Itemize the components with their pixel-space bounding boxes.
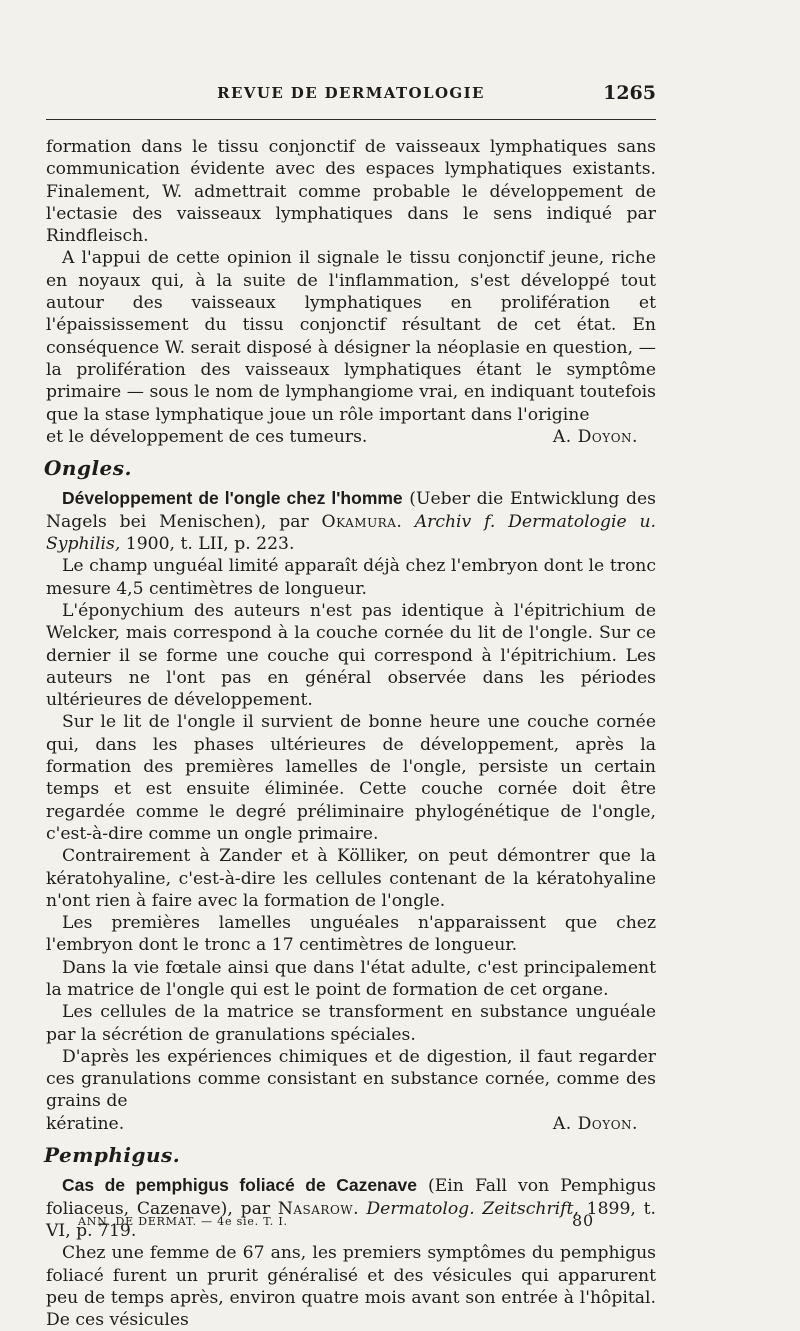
author-signature: A. Doyon. [552,426,638,447]
author-signature: A. Doyon. [552,1113,638,1134]
article-reference: Développement de l'ongle chez l'homme (Ueber die Entwicklung des Nagels bei Menischen), par Okamura. Archiv f. Dermatologie u. Syphilis, 1900, t. LII, p. 223. [46,488,656,555]
header-rule [46,119,656,120]
paragraph: formation dans le tissu conjonctif de vaisseaux lymphatiques sans communication évidente avec des espaces lymphatiques existants. Finalement, W. admettrait comme probable le développement de l'ectasie des vaisseaux lymphatiques dans le sens indiqué par Rindfleisch. [46,137,656,247]
paragraph: Les premières lamelles unguéales n'apparaissent que chez l'embryon dont le tronc a 17 centimètres de longueur. [46,913,656,956]
article-subtitle: (Ein Fall von Pemphigus foliaceus, Cazenave), par [46,1176,656,1219]
signature-line [46,1113,656,1135]
article-title: Développement de l'ongle chez l'homme [62,488,403,509]
paragraph: Sur le lit de l'ongle il survient de bonne heure une couche cornée qui, dans les phases ultérieures de développement, après la formation des premières lamelles de l'ongle, persiste un certain temps et est ensuite éliminée. Cette couche cornée doit être regardée comme le degré préliminaire phylogénétique de l'ongle, c'est-à-dire comme un ongle primaire. [46,712,656,844]
paragraph: Les cellules de la matrice se transforment en substance unguéale par la sécrétion de granulations spéciales. [46,1002,656,1045]
footer-signature-mark: ANN. DE DERMAT. — 4e sie. T. I. [78,1215,288,1228]
paragraph: A l'appui de cette opinion il signale le tissu conjonctif jeune, riche en noyaux qui, à la suite de l'inflammation, s'est développé tout autour des vaisseaux lymphatiques en prolifération et l'épaississement du tissu conjonctif résultant de cet état. En conséquence W. serait disposé à désigner la néoplasie en question, — la prolifération des vaisseaux lymphatiques étant le symptôme primaire — sous le nom de lymphangiome vrai, en indiquant toutefois que la stase lymphatique joue un rôle important dans l'origine [46,248,656,425]
running-header [46,84,656,108]
running-title: REVUE DE DERMATOLOGIE [217,84,485,102]
journal-name: Dermatolog. Zeitschrift, [366,1198,579,1219]
paragraph-end: et le développement de ces tumeurs. [46,426,368,447]
paragraph: Dans la vie fœtale ainsi que dans l'état adulte, c'est principalement la matrice de l'ongle qui est le point de formation de cet organe. [46,957,656,1000]
body-text [46,136,656,1331]
paragraph: D'après les expériences chimiques et de digestion, il faut regarder ces granulations comme consistant en substance cornée, comme des grains de [46,1046,656,1112]
section-heading-ongles: Ongles. [44,456,132,481]
article-subtitle: (Ueber die Entwicklung des Nagels bei Menischen), par [46,489,656,532]
page-number: 1265 [603,82,656,104]
signature-line [46,426,656,448]
journal-details: 1899, t. VI, p. 719. [46,1198,656,1241]
article-author: Okamura [321,511,397,532]
paragraph: Le champ unguéal limité apparaît déjà chez l'embryon dont le tronc mesure 4,5 centimètres de longueur. [46,556,656,599]
article-title: Cas de pemphigus foliacé de Cazenave [62,1175,417,1196]
paragraph-end: kératine. [46,1113,125,1134]
signature-number: 80 [572,1211,594,1230]
reference-separator: . [353,1198,367,1219]
page-footer [78,1213,598,1233]
paragraph: Contrairement à Zander et à Kölliker, on peut démontrer que la kératohyaline, c'est-à-dire les cellules contenant de la kératohyaline n'ont rien à faire avec la formation de l'ongle. [46,846,656,911]
paragraph: L'éponychium des auteurs n'est pas identique à l'épitrichium de Welcker, mais correspond à la couche cornée du lit de l'ongle. Sur ce dernier il se forme une couche qui correspond à l'épitrichium. Les auteurs ne l'ont pas en général observée dans les périodes ultérieures de développement. [46,600,656,711]
article-author: Nasarow [277,1198,354,1219]
paragraph: Chez une femme de 67 ans, les premiers symptômes du pemphigus foliacé furent un prurit généralisé et des vésicules qui apparurent peu de temps après, environ quatre mois avant son entrée à l'hôpital. De ces vésicules [46,1243,656,1331]
section-heading-pemphigus: Pemphigus. [44,1143,181,1168]
journal-details: 1900, t. LII, p. 223. [120,534,295,555]
journal-name: Archiv f. Dermatologie u. Syphilis, [46,511,656,555]
